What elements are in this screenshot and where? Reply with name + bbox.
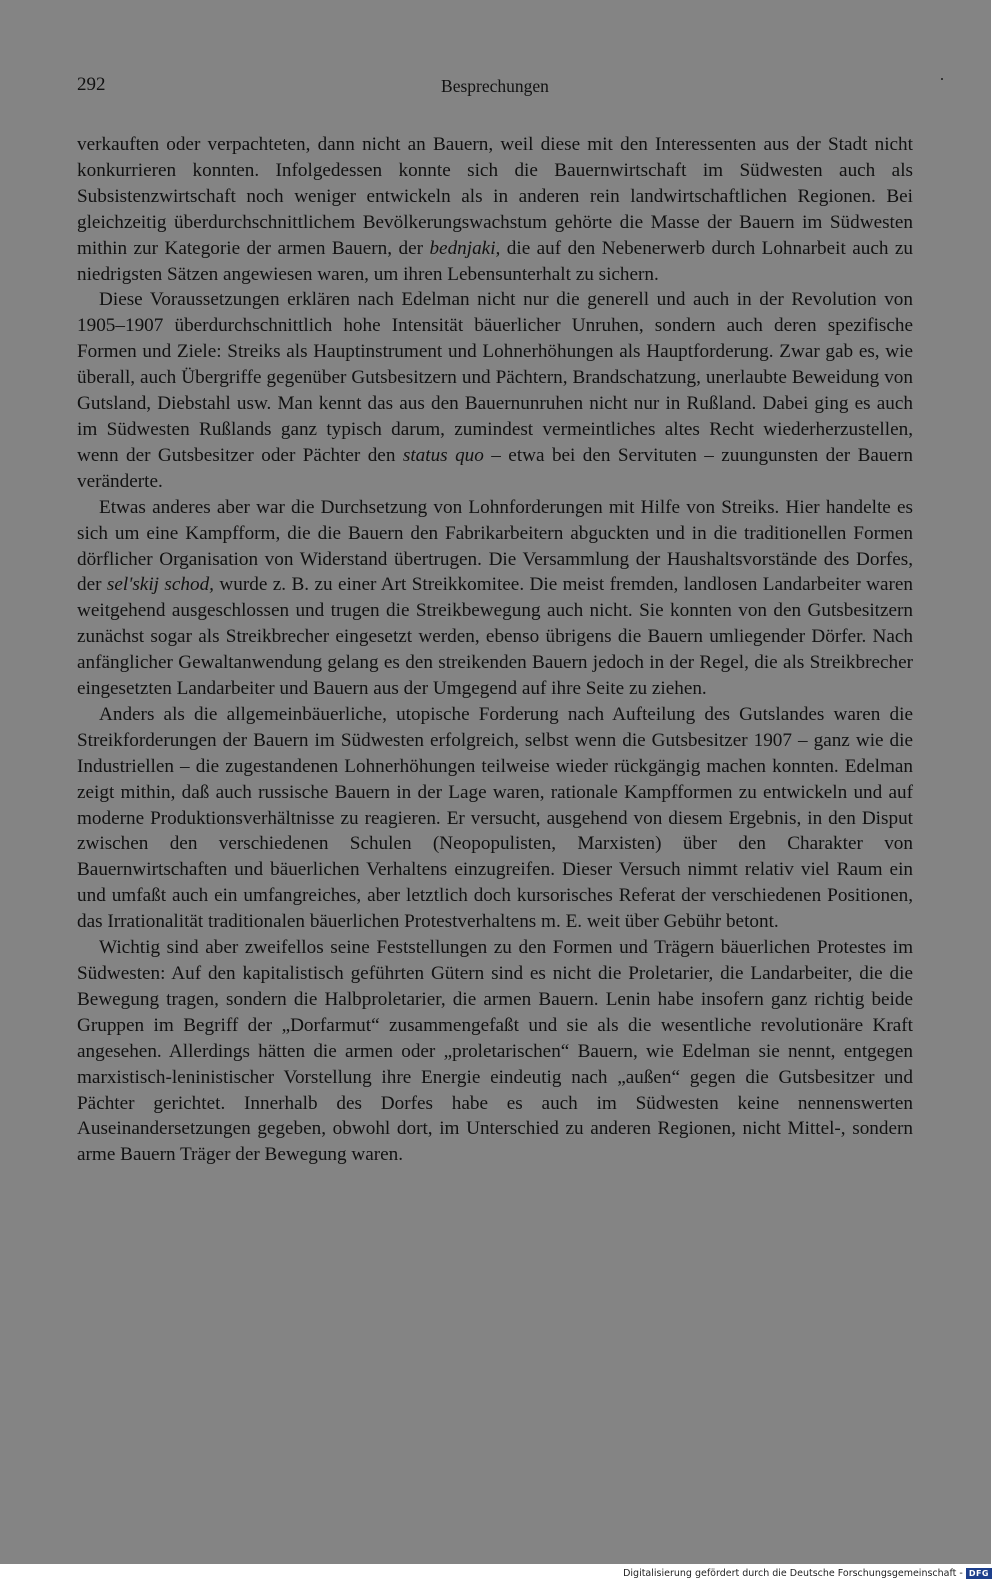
scan-speck	[941, 78, 943, 80]
paragraph-1-text-b: die auf den Nebenerwerb durch Lohnarbeit auch zu niedrigsten Sätzen angewiesen waren, um ihren Lebensunterhalt zu sichern.	[77, 237, 913, 285]
paragraph-4: Anders als die allgemeinbäuerliche, utopische Forderung nach Aufteilung des Gutslandes waren die Streikforderungen der Bauern im Südwesten erfolgreich, selbst wenn die Gutsbesitzer 1907 – ganz wie die Industriellen – die zugestandenen Lohnerhöhungen teilweise wieder rückgängig machen konnten. Edelman zeigt mithin, daß auch russische Bauern in der Lage waren, rationale Kampfformen zu entwickeln und auf moderne Produktionsverhältnisse zu reagieren. Er versucht, ausgehend von diesem Ergebnis, in den Disput zwischen den verschiedenen Schulen (Neopopulisten, Marxisten) über den Charakter von Bauernwirtschaften und bäuerlichen Verhaltens einzugreifen. Dieser Versuch nimmt relativ viel Raum ein und umfaßt auch ein umfangreiches, aber letztlich doch kursorisches Referat der verschiedenen Positionen, das Irrationalität traditionalen bäuerlichen Protestverhaltens m. E. weit über Gebühr betont.	[77, 703, 913, 933]
paragraph-1	[77, 132, 913, 287]
running-head: Besprechungen	[441, 76, 549, 96]
paragraph-1-text-a: verkauften oder verpachteten, dann nicht an Bauern, weil diese mit den Interessenten aus der Stadt nicht konkurrieren konnten. Infolgedessen konnte sich die Bauernwirtschaft im Südwesten auch als Subsistenzwirtschaft noch weniger entwickeln als in anderen rein landwirtschaftlichen Regionen. Bei gleichzeitig überdurchschnittlichem Bevölkerungswachstum gehörte die Masse der Bauern im Südwesten mithin zur Kategorie der armen Bauern, der	[77, 134, 913, 259]
term-selskij-schod: sel'skij schod,	[106, 574, 214, 596]
term-bednjaki: bednjaki,	[429, 237, 501, 259]
paragraph-3	[77, 495, 913, 702]
paragraph-2	[77, 287, 913, 494]
paragraph-3-text-b: wurde z. B. zu einer Art Streikkomitee. Die meist fremden, landlosen Landarbeiter waren weitgehend ausgeschlossen und trugen die Streikbewegung auch nicht. Sie konnten von den Gutsbesitzern zunächst sogar als Streikbrecher eingesetzt werden, ebenso übrigens die Bauern umliegender Dörfer. Nach anfänglicher Gewaltanwendung gelang es den streikenden Bauern jedoch in der Regel, die als Streikbrecher eingesetzten Landarbeiter und Bauern aus der Umgegend auf ihre Seite zu ziehen.	[77, 574, 914, 700]
term-status-quo: status quo	[402, 444, 484, 466]
paragraph-2-text-b: – etwa bei den Servituten – zuungunsten der Bauern veränderte.	[77, 444, 913, 492]
review-body	[77, 132, 913, 1168]
page-header	[77, 74, 913, 104]
paragraph-2-text-a: Diese Voraussetzungen erklären nach Edelman nicht nur die generell und auch in der Revolution von 1905–1907 überdurchschnittlich hohe Intensität bäuerlicher Unruhen, sondern auch deren spezifische Formen und Ziele: Streiks als Hauptinstrument und Lohnerhöhungen als Hauptforderung. Zwar gab es, wie überall, auch Übergriffe gegenüber Gutsbesitzern und Pächtern, Brandschatzung, unerlaubte Beweidung von Gutsland, Diebstahl usw. Man kennt das aus den Bauernunruhen nicht nur in Rußland. Dabei ging es auch im Südwesten Rußlands ganz typisch darum, zumindest vermeintliches altes Recht wiederherzustellen, wenn der Gutsbesitzer oder Pächter den	[77, 289, 913, 466]
dfg-logo: DFG	[966, 1568, 992, 1579]
paragraph-3-text-a: Etwas anderes aber war die Durchsetzung von Lohnforderungen mit Hilfe von Streiks. Hier handelte es sich um eine Kampfform, die die Bauern den Fabrikarbeitern abguckten und in die traditionellen Formen dörflicher Organisation von Widerstand übertrugen. Die Versammlung der Haushaltsvorstände des Dorfes, der	[77, 496, 913, 596]
digitization-credit	[623, 1566, 992, 1580]
page-number: 292	[77, 74, 106, 95]
paragraph-5: Wichtig sind aber zweifellos seine Feststellungen zu den Formen und Trägern bäuerlichen Protestes im Südwesten: Auf den kapitalistisch geführten Gütern sind es nicht die Proletarier, die Landarbeiter, die die Bewegung tragen, sondern die Halbproletarier, die armen Bauern. Lenin habe insofern ganz richtig beide Gruppen im Begriff der „Dorfarmut“ zusammengefaßt und sie als die wesentliche revolutionäre Kraft angesehen. Allerdings hätten die armen oder „proletarischen“ Bauern, wie Edelman sie nennt, entgegen marxistisch-leninistischer Vorstellung ihre Energie eindeutig nach „außen“ gegen die Gutsbesitzer und Pächter gerichtet. Innerhalb des Dorfes habe es auch im Südwesten keine nennenswerten Auseinandersetzungen gegeben, obwohl dort, im Unterschied zu anderen Regionen, nicht Mittel-, sondern arme Bauern Träger der Bewegung waren.	[77, 937, 913, 1166]
credit-text: Digitalisierung gefördert durch die Deutsche Forschungsgemeinschaft -	[623, 1567, 963, 1579]
